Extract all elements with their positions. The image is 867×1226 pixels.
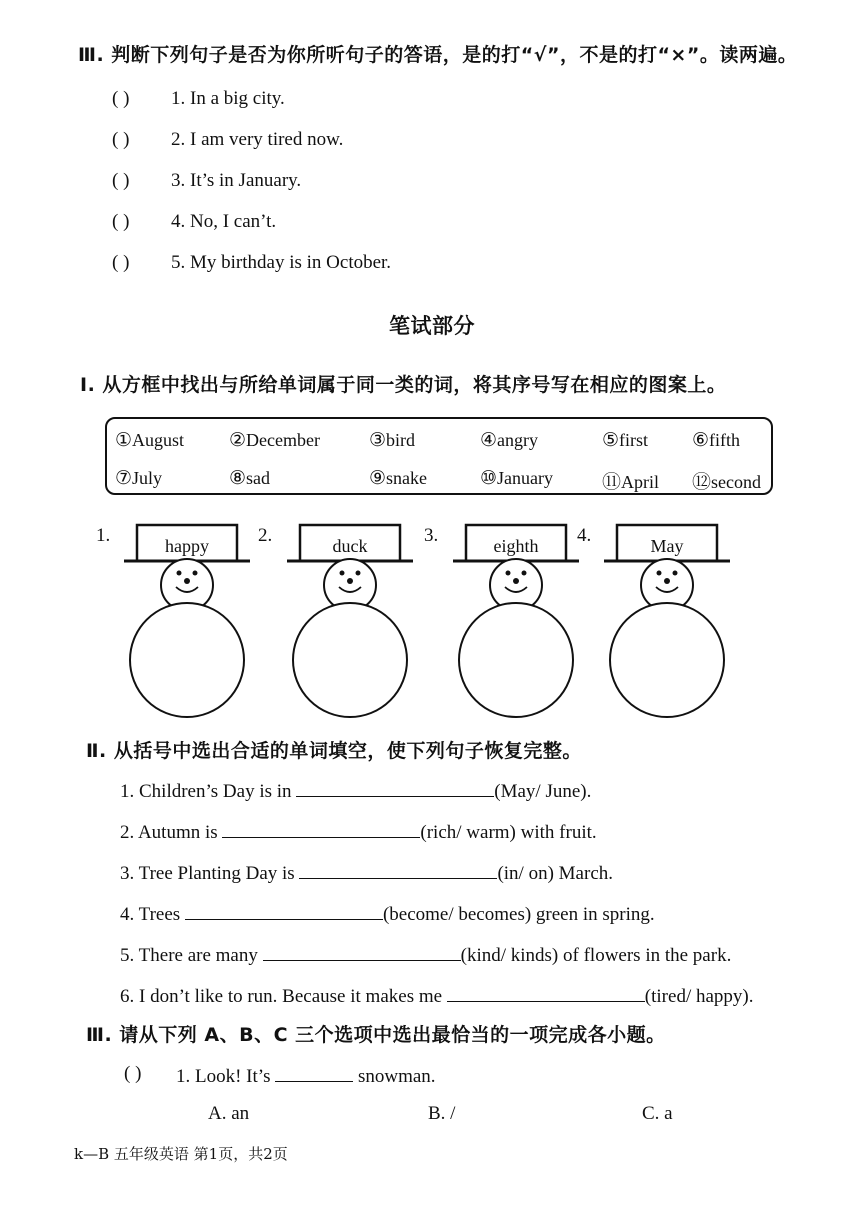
word-option: ③bird <box>369 430 416 451</box>
word-option: ④angry <box>480 430 539 451</box>
question <box>124 1063 141 1085</box>
hat-label: happy <box>165 536 209 556</box>
word-box <box>105 417 773 495</box>
word-option: ②December <box>229 430 320 451</box>
fill-item: 6. I don’t like to run. Because it makes me (tired/ happy). <box>120 983 753 1008</box>
list-item-text: 5. My birthday is in October. <box>171 252 392 273</box>
snowman-body <box>293 603 407 717</box>
answer-paren[interactable]: ( ) <box>112 170 130 191</box>
answer-paren[interactable]: ( ) <box>112 129 130 150</box>
fill-item: 3. Tree Planting Day is (in/ on) March. <box>120 860 613 885</box>
word-option: ⑩January <box>480 468 554 489</box>
answer-blank[interactable] <box>185 901 383 920</box>
word-option: ⑥fifth <box>692 430 741 451</box>
word-option: ⑦July <box>115 468 163 489</box>
hat-label: May <box>650 536 684 556</box>
list-item-text: 1. In a big city. <box>171 88 285 109</box>
answer-paren[interactable]: ( ) <box>112 88 130 109</box>
option-b[interactable]: B. / <box>428 1103 456 1124</box>
answer-blank[interactable] <box>299 860 497 879</box>
question-text: 1. Look! It’s snowman. <box>176 1063 436 1088</box>
listening-title: Ⅲ. 判断下列句子是否为你所听句子的答语，是的打“√”，不是的打“×”。读两遍。 <box>78 44 798 66</box>
snowman-body <box>130 603 244 717</box>
word-option: ⑫second <box>692 472 761 493</box>
list-item-text: 2. I am very tired now. <box>171 129 344 150</box>
word-option: ⑪April <box>602 472 660 493</box>
fill-item: 5. There are many (kind/ kinds) of flowers in the park. <box>120 942 731 967</box>
answer-blank[interactable] <box>222 819 420 838</box>
list-item <box>112 88 129 110</box>
word-option: ⑨snake <box>369 468 428 489</box>
option-c[interactable]: C. a <box>642 1103 673 1124</box>
fill-item: 1. Children’s Day is in (May/ June). <box>120 778 591 803</box>
list-item <box>112 129 129 151</box>
snowman-body <box>459 603 573 717</box>
fill-item: 2. Autumn is (rich/ warm) with fruit. <box>120 819 597 844</box>
snowman-number: 4. <box>577 525 592 546</box>
snowman-body <box>610 603 724 717</box>
list-item <box>112 211 129 233</box>
section-title: 笔试部分 <box>389 314 475 338</box>
answer-paren[interactable]: ( ) <box>112 211 130 232</box>
answer-blank[interactable] <box>296 778 494 797</box>
part1-title: Ⅰ. 从方框中找出与所给单词属于同一类的词，将其序号写在相应的图案上。 <box>80 374 727 396</box>
option-a[interactable]: A. an <box>208 1103 250 1124</box>
snowmen-illustration <box>0 515 867 745</box>
word-option: ⑤first <box>602 430 649 451</box>
snowman-number: 3. <box>424 525 439 546</box>
snowman-number: 2. <box>258 525 273 546</box>
hat-label: eighth <box>493 536 539 556</box>
list-item-text: 4. No, I can’t. <box>171 211 277 232</box>
answer-paren[interactable]: ( ) <box>112 252 130 273</box>
word-option: ⑧sad <box>229 468 271 489</box>
list-item-text: 3. It’s in January. <box>171 170 302 191</box>
list-item <box>112 170 129 192</box>
list-item <box>112 252 129 274</box>
fill-item: 4. Trees (become/ becomes) green in spring. <box>120 901 655 926</box>
answer-blank[interactable] <box>447 983 645 1002</box>
page-footer: k—B 五年级英语 第1页，共2页 <box>74 1145 288 1163</box>
snowman-number: 1. <box>96 525 111 546</box>
answer-blank[interactable] <box>275 1063 353 1082</box>
answer-paren[interactable]: ( ) <box>124 1063 142 1084</box>
part3-title: Ⅲ. 请从下列 A、B、C 三个选项中选出最恰当的一项完成各小题。 <box>86 1024 666 1046</box>
word-option: ①August <box>115 430 185 451</box>
answer-blank[interactable] <box>263 942 461 961</box>
hat-label: duck <box>332 536 368 556</box>
part2-title: Ⅱ. 从括号中选出合适的单词填空，使下列句子恢复完整。 <box>86 740 582 762</box>
